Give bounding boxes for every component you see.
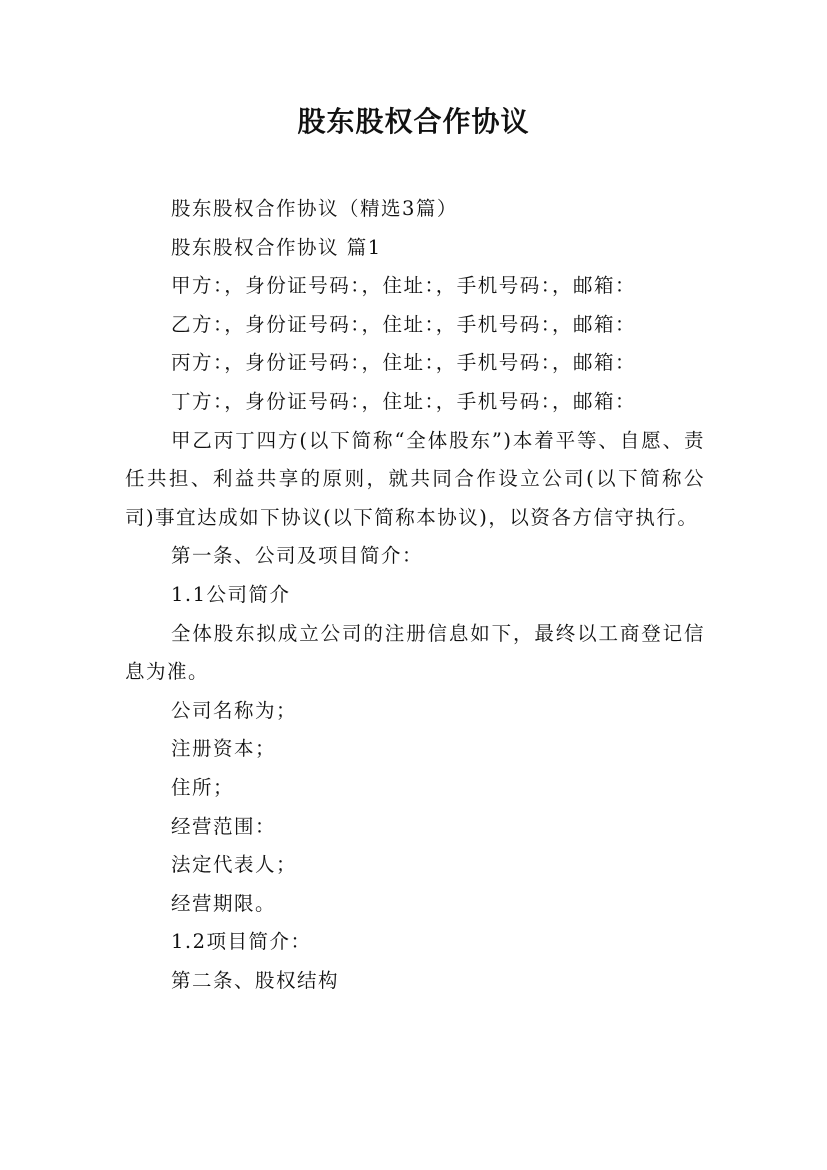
paragraph-article-1: 第一条、公司及项目简介： [171,544,424,568]
paragraph-party-c: 丙方：，身份证号码：，住址：，手机号码：，邮箱： [171,351,637,375]
paragraph-section-heading: 股东股权合作协议 篇1 [171,235,382,259]
paragraph-party-a: 甲方：，身份证号码：，住址：，手机号码：，邮箱： [171,274,637,298]
paragraph-preamble: 甲乙丙丁四方(以下简称“全体股东”)本着平等、自愿、责任共担、利益共享的原则，就共同合作设立公司(以下简称公司)事宜达成如下协议(以下简称本协议)，以资各方信守执行。 [125,428,705,529]
paragraph-business-scope: 经营范围： [171,814,277,838]
paragraph-party-d: 丁方：，身份证号码：，住址：，手机号码：，邮箱： [171,389,637,413]
paragraph-legal-representative: 法定代表人； [171,853,298,877]
paragraph-domicile: 住所； [171,775,235,799]
paragraph-registered-capital: 注册资本； [171,737,277,761]
paragraph-subtitle: 股东股权合作协议（精选3篇） [171,197,458,220]
paragraph-business-term: 经营期限。 [171,891,277,915]
document-title: 股东股权合作协议 [297,105,530,138]
paragraph-party-b: 乙方：，身份证号码：，住址：，手机号码：，邮箱： [171,312,637,336]
document-body [125,190,705,1000]
paragraph-company-info: 全体股东拟成立公司的注册信息如下，最终以工商登记信息为准。 [125,621,705,684]
paragraph-article-2: 第二条、股权结构 [171,968,340,992]
paragraph-clause-1-1: 1.1公司简介 [171,582,291,606]
paragraph-clause-1-2: 1.2项目简介： [171,930,312,954]
paragraph-company-name: 公司名称为； [171,698,298,722]
